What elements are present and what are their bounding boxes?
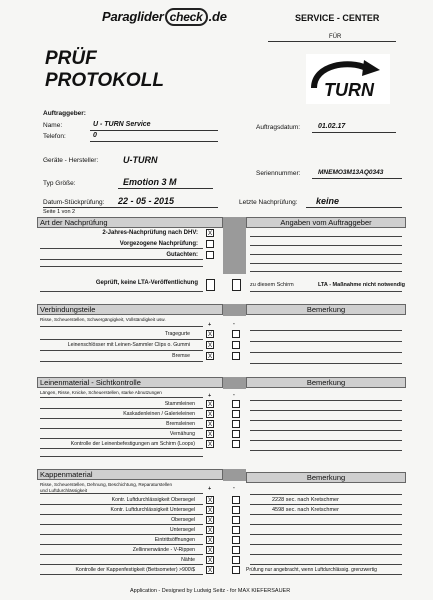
row-line (40, 534, 203, 535)
canopy-row-minus[interactable] (232, 506, 240, 514)
type-value: Emotion 3 M (123, 177, 177, 187)
canopy-row-plus[interactable]: X (207, 557, 213, 564)
canopy-row-plus[interactable]: X (207, 507, 213, 514)
connector-row-plus[interactable]: X (207, 342, 213, 349)
row-line (250, 504, 402, 505)
client-phone-value: 0 (93, 132, 97, 139)
row-line (250, 254, 402, 255)
connector-row-minus[interactable] (232, 352, 240, 360)
serial-value: MNEMO3M13AQ0343 (318, 169, 384, 176)
fuer-line (268, 41, 396, 42)
row-line (40, 448, 203, 449)
serial-label: Seriennummer: (256, 170, 301, 177)
lines-row-label: Kaskadenleinen / Galerieleinen (123, 411, 195, 417)
row-line (250, 245, 402, 246)
minus-header: - (233, 485, 235, 491)
row-line (40, 564, 203, 565)
lines-header: Leinenmaterial - Sichtkontrolle (37, 377, 223, 388)
lines-row-label: Stammleinen (164, 401, 195, 407)
lines-row-plus[interactable]: X (207, 401, 213, 408)
lta-measure: LTA - Maßnahme nicht notwendig (318, 282, 405, 288)
check-type-header: Art der Nachprüfung (37, 217, 223, 228)
row-line (250, 430, 402, 431)
check-row-label: Gutachten: (166, 252, 198, 258)
order-date-line (312, 132, 396, 133)
row-line (250, 494, 402, 495)
lines-row-minus[interactable] (232, 400, 240, 408)
row-line (40, 418, 203, 419)
canopy-desc-2: und Luftdurchlässigkeit (40, 488, 87, 493)
plus-header: + (208, 486, 212, 492)
canopy-row-label: Obersegel (171, 517, 195, 523)
type-line (118, 188, 213, 189)
canopy-row-label: Untersegel (169, 527, 195, 533)
row-line (40, 438, 203, 439)
row-line (250, 574, 402, 575)
canopy-row-label: Kontr. Luftdurchlässigkeit Untersegel (110, 507, 195, 513)
connector-row-label: Leinenschlösser mit Leinen-Sammler Clips o. Gummi (67, 342, 190, 348)
check-row-checkbox[interactable] (206, 240, 214, 248)
row-line (250, 363, 402, 364)
canopy-row-label: Kontr. Luftdurchlässigkeit Obersegel (111, 497, 195, 503)
type-label: Typ Größe: (43, 180, 76, 187)
logo-text-right: .de (208, 9, 227, 24)
logo-text-left: Paraglider (102, 9, 164, 24)
row-line (40, 514, 203, 515)
row-line (40, 397, 203, 398)
canopy-row-plus[interactable]: X (207, 567, 213, 574)
row-line (40, 339, 203, 340)
maker-label: Geräte - Hersteller: (43, 157, 99, 164)
lines-desc: Längen, Risse, Knicke, Scheuerstellen, starke Abnutzungen (40, 390, 162, 395)
check-row-checkbox[interactable] (206, 251, 214, 259)
row-line (40, 456, 203, 457)
canopy-row-minus[interactable] (232, 496, 240, 504)
row-line (250, 400, 402, 401)
check-row-label: Vorgezogene Nachprüfung: (119, 241, 198, 247)
lines-row-plus[interactable]: X (207, 411, 213, 418)
row-line (40, 266, 203, 267)
client-phone-label: Telefon: (43, 133, 66, 140)
connector-row-plus[interactable]: X (207, 331, 213, 338)
row-line (250, 440, 402, 441)
row-line (250, 271, 402, 272)
row-line (250, 544, 402, 545)
lines-row-minus[interactable] (232, 410, 240, 418)
canopy-row-label: Kontrolle der Kappenfestigkeit (Bettsometer) >900\$ (75, 567, 195, 573)
row-line (40, 326, 203, 327)
connector-row-minus[interactable] (232, 341, 240, 349)
row-line (40, 524, 203, 525)
order-date-value: 01.02.17 (318, 123, 346, 130)
row-line (40, 493, 203, 494)
section-divider (223, 377, 246, 389)
canopy-row-plus[interactable]: X (207, 527, 213, 534)
lines-row-label: Bremsleinen (166, 421, 195, 427)
canopy-desc-1: Risse, Scheuerstellen, Dehnung, Beschichtung, Reparaturstellen (40, 482, 173, 487)
page-indicator: Seite 1 von 2 (43, 209, 76, 215)
lines-row-plus[interactable]: X (207, 421, 213, 428)
row-line (250, 330, 402, 331)
canopy-row-label: Zellinnenwände - V-Rippen (132, 547, 195, 553)
section-divider (223, 469, 246, 481)
fuer-label: FÜR (329, 34, 342, 40)
turn-logo-icon (306, 54, 390, 104)
canopy-row-minus[interactable] (232, 556, 240, 564)
last-check-label: Letzte Nachprüfung: (239, 199, 298, 206)
last-check-value: keine (316, 196, 340, 206)
connectors-desc: Risse, Scheuerstellen, Schwergängigkeit, Vollständigkeit usw. (40, 317, 166, 322)
plus-header: + (208, 322, 212, 328)
connector-row-minus[interactable] (232, 330, 240, 338)
row-line (250, 564, 402, 565)
canopy-header: Kappenmaterial (37, 469, 223, 480)
connector-row-label: Bremse (172, 353, 190, 359)
canopy-row-minus[interactable] (232, 526, 240, 534)
row-line (40, 259, 203, 260)
row-line (250, 524, 402, 525)
section-divider (223, 304, 246, 316)
check-row-label: 2-Jahres-Nachprüfung nach DHV: (102, 230, 198, 236)
lta-checkbox-2[interactable] (232, 279, 241, 291)
lta-checkbox[interactable] (206, 279, 215, 291)
canopy-row-minus[interactable] (232, 546, 240, 554)
paraglider-check-logo (102, 8, 227, 26)
client-heading: Auftraggeber: (43, 110, 86, 117)
row-line (40, 554, 203, 555)
canopy-row-remark: 4598 sec. nach Kretschmer (272, 507, 339, 513)
lta-schirm: zu diesem Schirm (250, 282, 294, 288)
client-phone-line (90, 141, 218, 142)
client-name-label: Name: (43, 122, 63, 129)
stueck-date-line (43, 207, 218, 208)
row-line (250, 514, 402, 515)
row-line (40, 428, 203, 429)
client-info-header: Angaben vom Auftraggeber (246, 217, 406, 228)
row-line (250, 420, 402, 421)
turn-logo-text: TURN (324, 80, 374, 100)
serial-line (312, 178, 402, 179)
lines-row-label: Kontrolle der Leinenbefestigungen am Schirm (Loops) (70, 441, 195, 447)
row-line (250, 554, 402, 555)
row-line (40, 291, 203, 292)
title-line2: PROTOKOLL (45, 70, 164, 91)
canopy-row-label: Nähte (181, 557, 195, 563)
logo-check-ring: check (165, 8, 208, 26)
plus-header: + (208, 393, 212, 399)
connectors-remark-header: Bemerkung (246, 304, 406, 315)
row-line (40, 361, 203, 362)
row-line (250, 352, 402, 353)
stueck-date-value: 22 - 05 - 2015 (118, 196, 175, 206)
lines-remark-header: Bemerkung (246, 377, 406, 388)
canopy-row-plus[interactable]: X (207, 537, 213, 544)
row-line (250, 341, 402, 342)
canopy-remark-header: Bemerkung (246, 472, 406, 483)
minus-header: - (233, 321, 235, 327)
lines-row-minus[interactable] (232, 430, 240, 438)
canopy-row-remark: 2228 sec. nach Kretschmer (272, 497, 339, 503)
canopy-row-label: Eintrittsöffnungen (154, 537, 195, 543)
lines-row-plus[interactable]: X (207, 431, 213, 438)
client-name-line (90, 130, 218, 131)
footer-credit: Application - Designed by Ludwig Seitz - for MAX KIEFERSAUER (130, 588, 291, 594)
canopy-row-plus[interactable]: X (207, 517, 213, 524)
row-line (40, 544, 203, 545)
row-line (250, 263, 402, 264)
section-divider (223, 217, 246, 274)
client-name-value: U - TURN Service (93, 121, 151, 128)
row-line (40, 574, 203, 575)
canopy-row-minus[interactable] (232, 516, 240, 524)
row-line (250, 236, 402, 237)
lta-label: Geprüft, keine LTA-Veröffentlichung (95, 280, 198, 286)
row-line (250, 410, 402, 411)
maker-value: U-TURN (123, 155, 158, 165)
canopy-row-remark: Prüfung nur angebracht, wenn Luftdurchlässig. grenzwertig (246, 567, 377, 573)
order-date-label: Auftragsdatum: (256, 124, 301, 131)
row-line (250, 534, 402, 535)
row-line (40, 504, 203, 505)
row-line (40, 408, 203, 409)
minus-header: - (233, 392, 235, 398)
canopy-row-plus[interactable]: X (207, 547, 213, 554)
row-line (40, 248, 203, 249)
lines-row-plus[interactable]: X (207, 441, 213, 448)
row-line (40, 350, 203, 351)
title-line1: PRÜF (45, 48, 97, 69)
last-check-line (306, 207, 402, 208)
lines-row-minus[interactable] (232, 440, 240, 448)
canopy-row-minus[interactable] (232, 536, 240, 544)
turn-logo (306, 54, 390, 104)
service-center-label: SERVICE - CENTER (295, 13, 380, 23)
connector-row-label: Tragegurte (164, 331, 190, 337)
connectors-header: Verbindungsteile (37, 304, 223, 315)
lines-row-minus[interactable] (232, 420, 240, 428)
stueck-date-label: Datum-Stückprüfung: (43, 199, 105, 206)
row-line (250, 291, 402, 292)
canopy-row-minus[interactable] (232, 566, 240, 574)
row-line (250, 450, 402, 451)
lines-row-label: Vernähung (169, 431, 195, 437)
connector-row-plus[interactable]: X (207, 353, 213, 360)
check-row-checkbox[interactable]: X (207, 230, 213, 237)
canopy-row-plus[interactable]: X (207, 497, 213, 504)
